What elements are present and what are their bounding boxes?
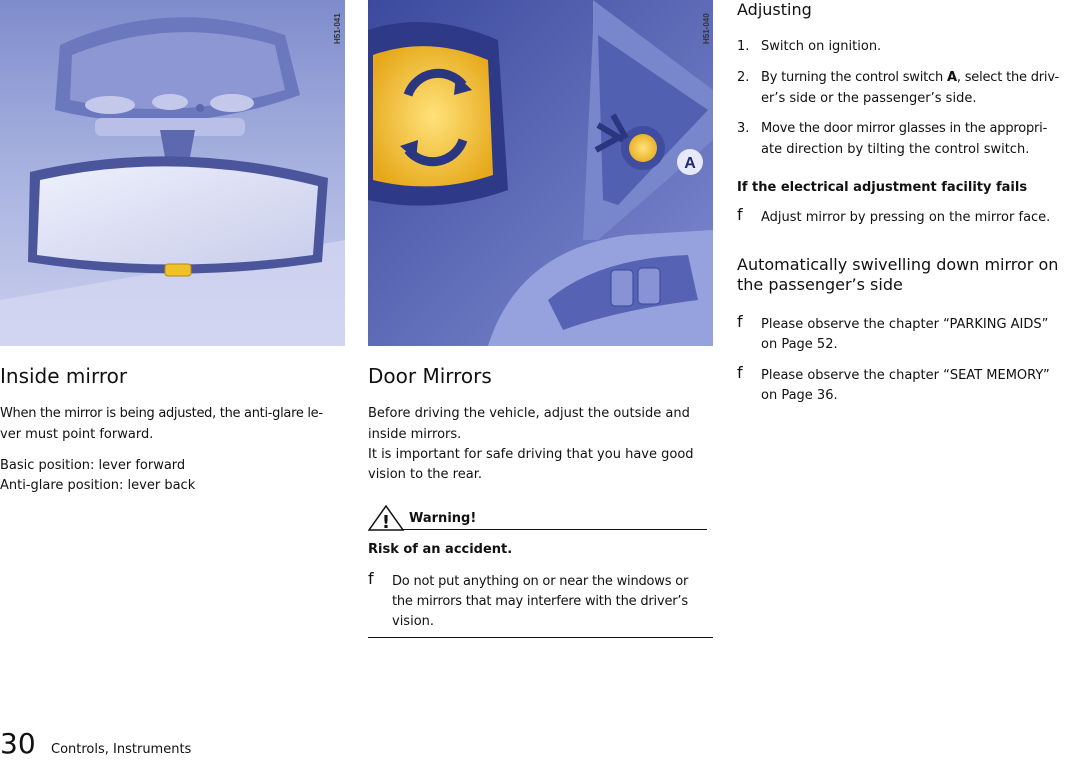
door-mirrors-para1-line3: It is important for safe driving that you have good xyxy=(368,447,694,462)
step-text-line1: Move the door mirror glasses in the appropri- xyxy=(761,121,1048,136)
warning-bullet-line1: Do not put anything on or near the windows or xyxy=(392,574,689,589)
risk-text: Risk of an accident. xyxy=(368,542,513,557)
inside-mirror-para2-line2: Anti-glare position: lever back xyxy=(0,478,196,493)
door-mirrors-para1-line1: Before driving the vehicle, adjust the outside and xyxy=(368,406,690,421)
failure-heading: If the electrical adjustment facility fails xyxy=(737,180,1028,195)
step-text-line2: ate direction by tilting the control switch. xyxy=(761,142,1030,157)
failure-bullet-text: Adjust mirror by pressing on the mirror face. xyxy=(761,210,1051,225)
callout-a: A xyxy=(684,155,696,172)
swivel-bullet-2-line1: Please observe the chapter “SEAT MEMORY” xyxy=(761,368,1050,383)
figure-code-h51-041: H51-041 xyxy=(333,13,342,44)
swivel-heading-line1: Automatically swivelling down mirror on xyxy=(737,255,1059,274)
swivel-bullet-2-glyph: f xyxy=(737,363,743,382)
door-mirror-illustration xyxy=(368,0,713,346)
warning-bullet-line2: the mirrors that may interfere with the driver’s xyxy=(392,594,688,609)
swivel-bullet-1-line1: Please observe the chapter “PARKING AIDS” xyxy=(761,317,1049,332)
warning-label: Warning! xyxy=(409,511,477,526)
warning-bottom-rule xyxy=(368,637,713,638)
warning-bullet-line3: vision. xyxy=(392,614,435,629)
inside-mirror-para2-line1: Basic position: lever forward xyxy=(0,458,186,473)
adjust-step-2 xyxy=(737,67,1083,109)
warning-triangle-icon xyxy=(368,505,404,531)
inside-mirror-para1-line1: When the mirror is being adjusted, the anti-glare le- xyxy=(0,406,323,421)
svg-text:!: ! xyxy=(381,512,391,531)
step-number: 2. xyxy=(737,70,750,85)
inside-mirror-para1-line2: ver must point forward. xyxy=(0,427,154,442)
step-text-line1: By turning the control switch A, select the driv- xyxy=(761,70,1059,85)
door-mirrors-para1-line2: inside mirrors. xyxy=(368,427,462,442)
page-number: 30 xyxy=(0,727,36,760)
swivel-bullet-1-line2: on Page 52. xyxy=(761,337,838,352)
figure-code-h51-040: H51-040 xyxy=(702,13,711,44)
warning-top-rule xyxy=(403,529,707,530)
step-number: 3. xyxy=(737,121,750,136)
swivel-bullet-2-line2: on Page 36. xyxy=(761,388,838,403)
adjust-step-1 xyxy=(737,36,1083,57)
warning-bullet-glyph: f xyxy=(368,569,374,588)
step-text-line2: er’s side or the passenger’s side. xyxy=(761,91,977,106)
failure-bullet-glyph: f xyxy=(737,205,743,224)
swivel-heading-line2: the passenger’s side xyxy=(737,275,903,294)
step-number: 1. xyxy=(737,39,750,54)
inside-mirror-illustration xyxy=(0,0,345,346)
door-mirrors-heading: Door Mirrors xyxy=(368,364,492,388)
door-mirrors-para1-line4: vision to the rear. xyxy=(368,467,482,482)
switch-a-label: A xyxy=(946,70,957,85)
swivel-bullet-1-glyph: f xyxy=(737,312,743,331)
footer-section-title: Controls, Instruments xyxy=(51,742,192,757)
step-text: Switch on ignition. xyxy=(761,39,882,54)
adjust-step-3 xyxy=(737,118,1083,160)
inside-mirror-heading: Inside mirror xyxy=(0,364,128,388)
adjusting-heading: Adjusting xyxy=(737,0,812,19)
